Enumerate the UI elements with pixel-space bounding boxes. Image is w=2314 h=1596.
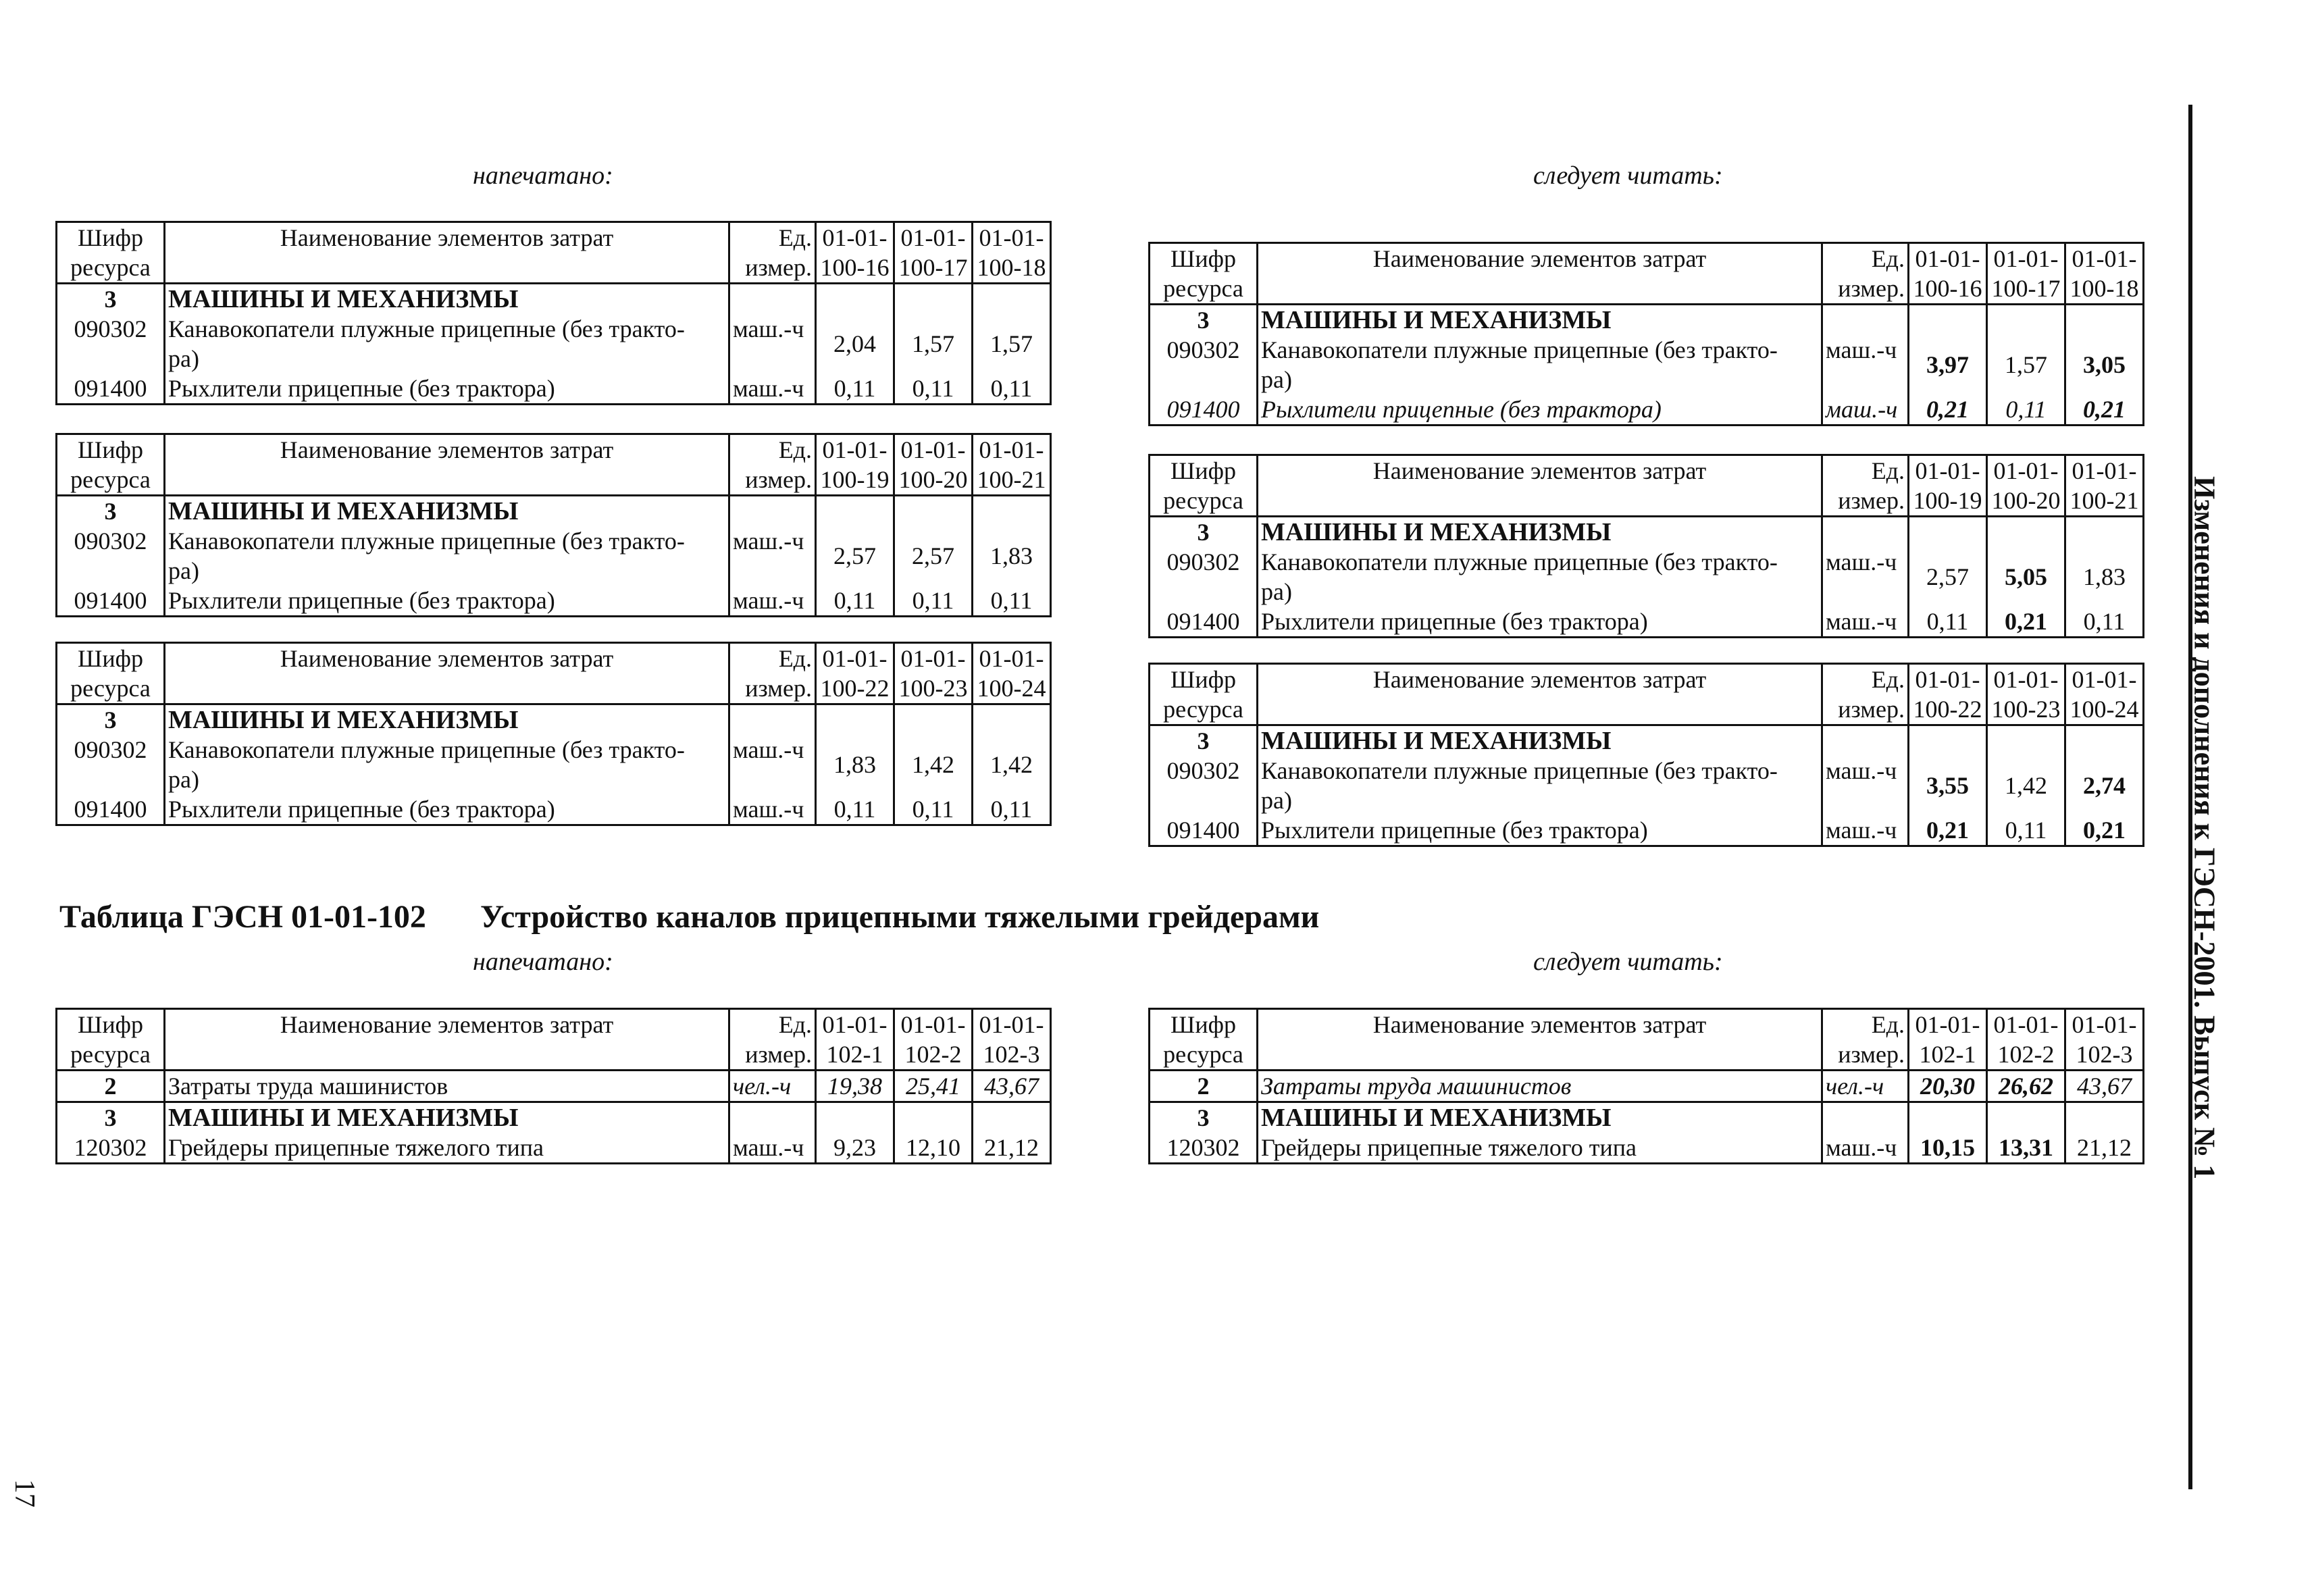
header-row bbox=[1150, 243, 2144, 305]
header-code: Шифр ресурса bbox=[1150, 455, 1258, 517]
table-row bbox=[1150, 547, 2144, 607]
table-row bbox=[57, 526, 1051, 586]
header-col-1: 01-01- 100-19 bbox=[1909, 455, 1987, 517]
header-row bbox=[57, 434, 1051, 496]
row-code: 090302 bbox=[57, 735, 165, 794]
row-name: Канавокопатели плужные прицепные (без тракто- ра) bbox=[165, 735, 729, 794]
row-code: 091400 bbox=[1150, 394, 1258, 426]
section-name: МАШИНЫ И МЕХАНИЗМЫ bbox=[165, 496, 729, 527]
header-unit: Ед. измер. bbox=[729, 643, 816, 704]
table-row bbox=[57, 794, 1051, 825]
section-row bbox=[1150, 725, 2144, 756]
header-name: Наименование элементов затрат bbox=[165, 1009, 729, 1071]
row-name: Канавокопатели плужные прицепные (без тракто- ра) bbox=[1258, 335, 1822, 394]
section-code: 3 bbox=[57, 284, 165, 315]
value-cell: 1,42 bbox=[894, 735, 973, 794]
header-code: Шифр ресурса bbox=[57, 1009, 165, 1071]
section-row bbox=[1150, 517, 2144, 548]
value-cell: 3,97 bbox=[1909, 335, 1987, 394]
value-cell: 0,11 bbox=[973, 794, 1051, 825]
value-cell: 0,11 bbox=[894, 794, 973, 825]
header-row bbox=[57, 643, 1051, 704]
table-100-16-should-read bbox=[1148, 242, 2144, 426]
value-cell: 0,21 bbox=[2065, 394, 2144, 426]
header-col-3: 01-01- 100-21 bbox=[2065, 455, 2144, 517]
section-name: МАШИНЫ И МЕХАНИЗМЫ bbox=[1258, 517, 1822, 548]
value-cell: 0,11 bbox=[816, 794, 894, 825]
row-name: Канавокопатели плужные прицепные (без тракто- ра) bbox=[1258, 756, 1822, 815]
row-code: 120302 bbox=[57, 1133, 165, 1164]
row-name: Канавокопатели плужные прицепные (без тракто- ра) bbox=[165, 526, 729, 586]
value-cell: 10,15 bbox=[1909, 1133, 1987, 1164]
value-cell: 1,83 bbox=[2065, 547, 2144, 607]
section-code: 3 bbox=[1150, 725, 1258, 756]
value-cell: 0,21 bbox=[2065, 815, 2144, 846]
section-name: МАШИНЫ И МЕХАНИЗМЫ bbox=[1258, 305, 1822, 336]
header-code: Шифр ресурса bbox=[1150, 1009, 1258, 1071]
section-name: МАШИНЫ И МЕХАНИЗМЫ bbox=[165, 704, 729, 736]
row-name: Рыхлители прицепные (без трактора) bbox=[1258, 394, 1822, 426]
row-name: Рыхлители прицепные (без трактора) bbox=[165, 374, 729, 405]
table-102-printed bbox=[55, 1008, 1052, 1164]
table-100-22-printed bbox=[55, 642, 1052, 826]
table-row bbox=[1150, 1071, 2144, 1102]
row-name: Затраты труда машинистов bbox=[1258, 1071, 1822, 1102]
row-code: 090302 bbox=[1150, 547, 1258, 607]
value-cell: 2,04 bbox=[816, 314, 894, 374]
row-unit: маш.-ч bbox=[729, 526, 816, 586]
header-name: Наименование элементов затрат bbox=[1258, 243, 1822, 305]
table-102-should-read bbox=[1148, 1008, 2144, 1164]
header-col-3: 01-01- 100-18 bbox=[2065, 243, 2144, 305]
value-cell: 0,11 bbox=[1987, 815, 2065, 846]
header-name: Наименование элементов затрат bbox=[165, 222, 729, 284]
header-code: Шифр ресурса bbox=[57, 222, 165, 284]
row-code: 120302 bbox=[1150, 1133, 1258, 1164]
caption-printed-top: напечатано: bbox=[473, 161, 613, 190]
value-cell: 1,42 bbox=[973, 735, 1051, 794]
header-col-2: 01-01- 102-2 bbox=[1987, 1009, 2065, 1071]
table-100-22-should-read bbox=[1148, 663, 2144, 847]
header-row bbox=[57, 1009, 1051, 1071]
header-col-2: 01-01- 100-17 bbox=[1987, 243, 2065, 305]
header-col-2: 01-01- 100-20 bbox=[894, 434, 973, 496]
header-col-1: 01-01- 100-22 bbox=[1909, 664, 1987, 725]
caption-should-read-top: следует читать: bbox=[1533, 161, 1723, 190]
value-cell: 0,11 bbox=[1909, 607, 1987, 638]
header-name: Наименование элементов затрат bbox=[1258, 455, 1822, 517]
section-code: 3 bbox=[1150, 1102, 1258, 1133]
row-code: 090302 bbox=[1150, 756, 1258, 815]
row-code: 2 bbox=[57, 1071, 165, 1102]
header-col-3: 01-01- 100-24 bbox=[2065, 664, 2144, 725]
value-cell: 0,11 bbox=[973, 586, 1051, 617]
header-name: Наименование элементов затрат bbox=[1258, 664, 1822, 725]
row-unit: маш.-ч bbox=[1822, 1133, 1909, 1164]
section-row bbox=[1150, 305, 2144, 336]
header-col-2: 01-01- 100-17 bbox=[894, 222, 973, 284]
row-unit: маш.-ч bbox=[1822, 547, 1909, 607]
header-col-3: 01-01- 102-3 bbox=[973, 1009, 1051, 1071]
table-100-19-printed bbox=[55, 433, 1052, 617]
header-col-2: 01-01- 100-20 bbox=[1987, 455, 2065, 517]
value-cell: 25,41 bbox=[894, 1071, 973, 1102]
header-unit: Ед. измер. bbox=[1822, 664, 1909, 725]
value-cell: 0,21 bbox=[1909, 815, 1987, 846]
table-row bbox=[1150, 815, 2144, 846]
row-unit: маш.-ч bbox=[729, 1133, 816, 1164]
row-unit: маш.-ч bbox=[1822, 394, 1909, 426]
value-cell: 43,67 bbox=[973, 1071, 1051, 1102]
caption-printed-bottom: напечатано: bbox=[473, 948, 613, 976]
value-cell: 1,57 bbox=[973, 314, 1051, 374]
header-name: Наименование элементов затрат bbox=[165, 643, 729, 704]
header-unit: Ед. измер. bbox=[729, 434, 816, 496]
section-title-name: Устройство каналов прицепными тяжелыми грейдерами bbox=[480, 899, 1320, 935]
header-col-3: 01-01- 100-24 bbox=[973, 643, 1051, 704]
row-unit: чел.-ч bbox=[1822, 1071, 1909, 1102]
value-cell: 21,12 bbox=[2065, 1133, 2144, 1164]
table-row bbox=[57, 586, 1051, 617]
value-cell: 0,11 bbox=[894, 374, 973, 405]
section-code: 3 bbox=[1150, 305, 1258, 336]
header-unit: Ед. измер. bbox=[729, 222, 816, 284]
row-unit: маш.-ч bbox=[1822, 607, 1909, 638]
header-unit: Ед. измер. bbox=[1822, 243, 1909, 305]
header-col-3: 01-01- 100-18 bbox=[973, 222, 1051, 284]
header-col-3: 01-01- 100-21 bbox=[973, 434, 1051, 496]
row-name: Канавокопатели плужные прицепные (без тракто- ра) bbox=[165, 314, 729, 374]
header-name: Наименование элементов затрат bbox=[165, 434, 729, 496]
header-code: Шифр ресурса bbox=[1150, 243, 1258, 305]
value-cell: 1,42 bbox=[1987, 756, 2065, 815]
row-code: 091400 bbox=[1150, 607, 1258, 638]
table-row bbox=[1150, 394, 2144, 426]
value-cell: 2,74 bbox=[2065, 756, 2144, 815]
row-unit: чел.-ч bbox=[729, 1071, 816, 1102]
header-row bbox=[1150, 1009, 2144, 1071]
header-col-1: 01-01- 100-16 bbox=[1909, 243, 1987, 305]
running-title: Изменения и дополнения к ГЭСН-2001. Выпуск № 1 bbox=[2188, 476, 2221, 1180]
row-unit: маш.-ч bbox=[729, 586, 816, 617]
value-cell: 9,23 bbox=[816, 1133, 894, 1164]
row-unit: маш.-ч bbox=[729, 374, 816, 405]
value-cell: 21,12 bbox=[973, 1133, 1051, 1164]
row-name: Рыхлители прицепные (без трактора) bbox=[165, 794, 729, 825]
header-col-2: 01-01- 100-23 bbox=[894, 643, 973, 704]
row-code: 091400 bbox=[57, 586, 165, 617]
row-code: 091400 bbox=[57, 374, 165, 405]
page-number: 17 bbox=[9, 1479, 40, 1508]
header-col-3: 01-01- 102-3 bbox=[2065, 1009, 2144, 1071]
header-col-2: 01-01- 102-2 bbox=[894, 1009, 973, 1071]
header-code: Шифр ресурса bbox=[57, 643, 165, 704]
value-cell: 5,05 bbox=[1987, 547, 2065, 607]
section-row bbox=[57, 496, 1051, 527]
header-row bbox=[1150, 664, 2144, 725]
section-name: МАШИНЫ И МЕХАНИЗМЫ bbox=[1258, 725, 1822, 756]
section-row bbox=[57, 704, 1051, 736]
value-cell: 43,67 bbox=[2065, 1071, 2144, 1102]
header-col-1: 01-01- 102-1 bbox=[1909, 1009, 1987, 1071]
table-row bbox=[57, 374, 1051, 405]
section-title-label: Таблица ГЭСН 01-01-102 bbox=[59, 899, 426, 935]
section-name: МАШИНЫ И МЕХАНИЗМЫ bbox=[165, 1102, 729, 1133]
table-row bbox=[57, 1071, 1051, 1102]
value-cell: 0,11 bbox=[816, 586, 894, 617]
row-code: 090302 bbox=[57, 314, 165, 374]
value-cell: 12,10 bbox=[894, 1133, 973, 1164]
header-code: Шифр ресурса bbox=[1150, 664, 1258, 725]
section-name: МАШИНЫ И МЕХАНИЗМЫ bbox=[1258, 1102, 1822, 1133]
header-col-2: 01-01- 100-23 bbox=[1987, 664, 2065, 725]
header-unit: Ед. измер. bbox=[1822, 455, 1909, 517]
value-cell: 0,21 bbox=[1987, 607, 2065, 638]
value-cell: 26,62 bbox=[1987, 1071, 2065, 1102]
section-name: МАШИНЫ И МЕХАНИЗМЫ bbox=[165, 284, 729, 315]
value-cell: 0,11 bbox=[2065, 607, 2144, 638]
table-row bbox=[57, 1133, 1051, 1164]
header-col-1: 01-01- 100-22 bbox=[816, 643, 894, 704]
header-row bbox=[57, 222, 1051, 284]
header-code: Шифр ресурса bbox=[57, 434, 165, 496]
header-col-1: 01-01- 100-19 bbox=[816, 434, 894, 496]
section-row bbox=[57, 1102, 1051, 1133]
value-cell: 0,21 bbox=[1909, 394, 1987, 426]
row-unit: маш.-ч bbox=[729, 314, 816, 374]
section-code: 3 bbox=[57, 1102, 165, 1133]
value-cell: 1,57 bbox=[1987, 335, 2065, 394]
table-row bbox=[1150, 335, 2144, 394]
table-row bbox=[1150, 756, 2144, 815]
value-cell: 2,57 bbox=[816, 526, 894, 586]
header-unit: Ед. измер. bbox=[729, 1009, 816, 1071]
value-cell: 13,31 bbox=[1987, 1133, 2065, 1164]
section-row bbox=[57, 284, 1051, 315]
row-name: Грейдеры прицепные тяжелого типа bbox=[1258, 1133, 1822, 1164]
row-name: Канавокопатели плужные прицепные (без тракто- ра) bbox=[1258, 547, 1822, 607]
value-cell: 3,55 bbox=[1909, 756, 1987, 815]
row-name: Рыхлители прицепные (без трактора) bbox=[165, 586, 729, 617]
row-unit: маш.-ч bbox=[1822, 815, 1909, 846]
row-unit: маш.-ч bbox=[1822, 335, 1909, 394]
value-cell: 0,11 bbox=[1987, 394, 2065, 426]
section-code: 3 bbox=[57, 496, 165, 527]
header-row bbox=[1150, 455, 2144, 517]
caption-should-read-bottom: следует читать: bbox=[1533, 948, 1723, 976]
section-title bbox=[59, 898, 1319, 935]
row-code: 091400 bbox=[1150, 815, 1258, 846]
value-cell: 2,57 bbox=[1909, 547, 1987, 607]
row-unit: маш.-ч bbox=[729, 794, 816, 825]
row-name: Затраты труда машинистов bbox=[165, 1071, 729, 1102]
row-code: 2 bbox=[1150, 1071, 1258, 1102]
row-name: Рыхлители прицепные (без трактора) bbox=[1258, 607, 1822, 638]
table-100-19-should-read bbox=[1148, 454, 2144, 638]
section-row bbox=[1150, 1102, 2144, 1133]
section-code: 3 bbox=[1150, 517, 1258, 548]
table-100-16-printed bbox=[55, 221, 1052, 405]
value-cell: 1,83 bbox=[816, 735, 894, 794]
row-name: Рыхлители прицепные (без трактора) bbox=[1258, 815, 1822, 846]
value-cell: 0,11 bbox=[894, 586, 973, 617]
row-unit: маш.-ч bbox=[729, 735, 816, 794]
value-cell: 3,05 bbox=[2065, 335, 2144, 394]
header-col-1: 01-01- 102-1 bbox=[816, 1009, 894, 1071]
table-row bbox=[1150, 1133, 2144, 1164]
row-code: 090302 bbox=[57, 526, 165, 586]
value-cell: 0,11 bbox=[816, 374, 894, 405]
header-unit: Ед. измер. bbox=[1822, 1009, 1909, 1071]
value-cell: 0,11 bbox=[973, 374, 1051, 405]
value-cell: 20,30 bbox=[1909, 1071, 1987, 1102]
table-row bbox=[57, 314, 1051, 374]
value-cell: 1,83 bbox=[973, 526, 1051, 586]
value-cell: 2,57 bbox=[894, 526, 973, 586]
table-row bbox=[1150, 607, 2144, 638]
row-code: 091400 bbox=[57, 794, 165, 825]
row-code: 090302 bbox=[1150, 335, 1258, 394]
row-unit: маш.-ч bbox=[1822, 756, 1909, 815]
header-col-1: 01-01- 100-16 bbox=[816, 222, 894, 284]
table-row bbox=[57, 735, 1051, 794]
row-name: Грейдеры прицепные тяжелого типа bbox=[165, 1133, 729, 1164]
header-name: Наименование элементов затрат bbox=[1258, 1009, 1822, 1071]
value-cell: 19,38 bbox=[816, 1071, 894, 1102]
section-code: 3 bbox=[57, 704, 165, 736]
value-cell: 1,57 bbox=[894, 314, 973, 374]
